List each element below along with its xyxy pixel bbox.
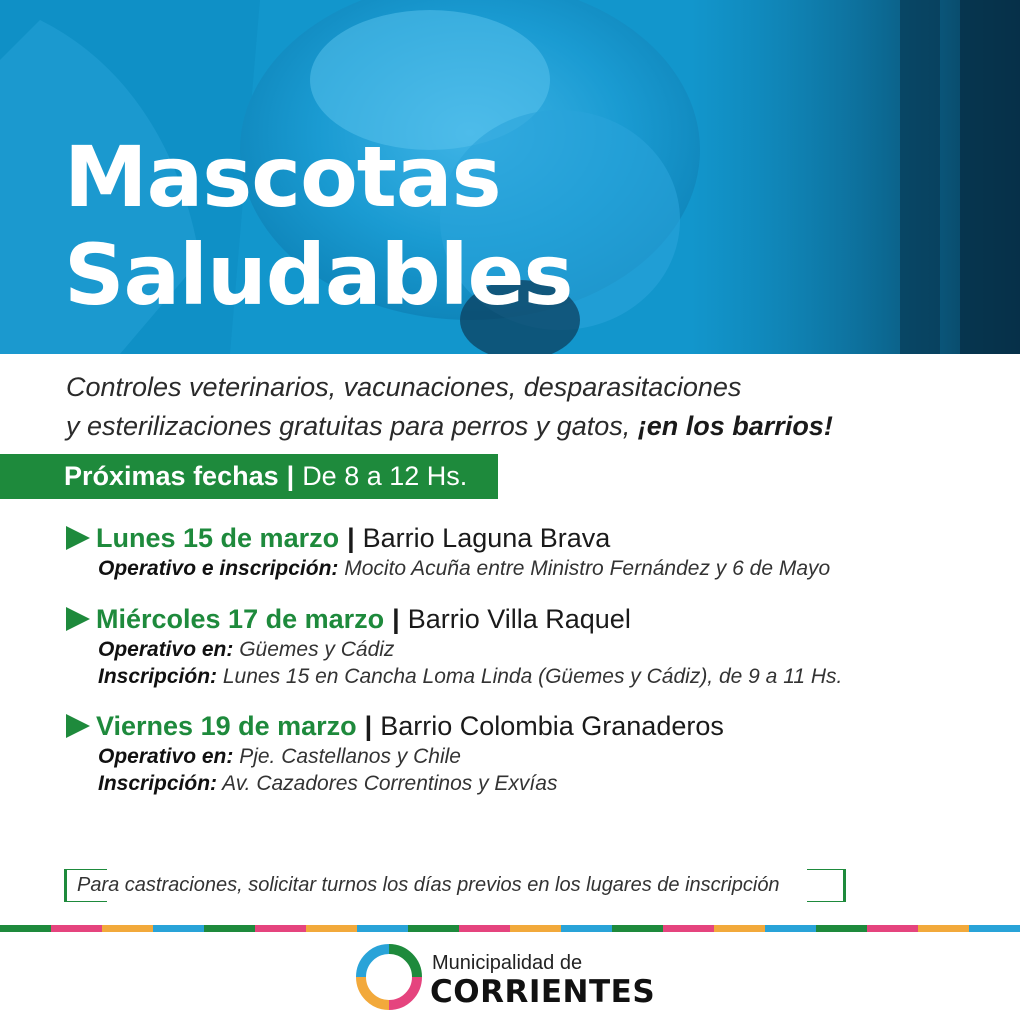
event-detail: [98, 743, 966, 770]
intro-line-2: [66, 407, 996, 446]
intro-line-1: Controles veterinarios, vacunaciones, desparasitaciones: [66, 372, 742, 402]
detail-label: Operativo en:: [98, 745, 234, 768]
stripe-segment: [561, 925, 612, 932]
event-detail: [98, 636, 966, 663]
detail-value: Lunes 15 en Cancha Loma Linda (Güemes y Cádiz), de 9 a 11 Hs.: [217, 665, 843, 688]
detail-label: Operativo en:: [98, 638, 234, 661]
event-item: [66, 709, 966, 797]
stripe-segment: [816, 925, 867, 932]
event-separator: |: [392, 604, 400, 634]
event-day: Viernes 19 de marzo: [96, 711, 357, 741]
stripe-segment: [612, 925, 663, 932]
detail-label: Operativo e inscripción:: [98, 557, 339, 580]
stripe-segment: [153, 925, 204, 932]
detail-value: Güemes y Cádiz: [233, 638, 395, 661]
play-arrow-icon: [66, 714, 90, 738]
event-detail: [98, 555, 966, 582]
stripe-segment: [765, 925, 816, 932]
event-place: Barrio Colombia Granaderos: [380, 711, 724, 741]
intro-line-2-text: y esterilizaciones gratuitas para perros y gatos,: [66, 411, 638, 441]
intro-highlight: ¡en los barrios!: [637, 411, 833, 441]
detail-value: Av. Cazadores Correntinos y Exvías: [217, 772, 558, 795]
stripe-segment: [714, 925, 765, 932]
stripe-segment: [867, 925, 918, 932]
stripe-segment: [918, 925, 969, 932]
dates-hours: De 8 a 12 Hs.: [302, 461, 468, 491]
stripe-segment: [255, 925, 306, 932]
event-head: [66, 602, 966, 636]
stripe-segment: [663, 925, 714, 932]
event-day: Lunes 15 de marzo: [96, 523, 340, 553]
stripe-segment: [510, 925, 561, 932]
stripe-segment: [357, 925, 408, 932]
note-text: Para castraciones, solicitar turnos los días previos en los lugares de inscripción: [77, 874, 780, 896]
castration-note: [64, 869, 846, 902]
event-place: Barrio Villa Raquel: [407, 604, 631, 634]
event-place: Barrio Laguna Brava: [362, 523, 611, 553]
event-item: [66, 602, 966, 690]
stripe-segment: [969, 925, 1020, 932]
event-head: [66, 521, 966, 555]
title-line-2: Saludables: [64, 226, 573, 324]
detail-value: Mocito Acuña entre Ministro Fernández y 6 de Mayo: [338, 557, 831, 580]
event-separator: |: [347, 523, 355, 553]
logo-line-1: Municipalidad de: [432, 952, 583, 974]
detail-label: Inscripción:: [98, 665, 218, 688]
page-title: [64, 128, 572, 324]
dates-separator: |: [286, 461, 295, 491]
hero-banner: [0, 0, 1020, 354]
title-line-1: Mascotas: [64, 128, 501, 226]
event-detail: [98, 770, 966, 797]
stripe-segment: [459, 925, 510, 932]
event-separator: |: [364, 711, 373, 741]
event-day: Miércoles 17 de marzo: [96, 604, 385, 634]
dates-label: Próximas fechas: [64, 461, 279, 491]
event-item: [66, 521, 966, 582]
dates-bar: [0, 454, 498, 499]
municipality-logo: [356, 944, 676, 1014]
stripe-segment: [0, 925, 51, 932]
play-arrow-icon: [66, 526, 90, 550]
color-stripe: [0, 925, 1020, 932]
detail-label: Inscripción:: [98, 772, 218, 795]
corrientes-logo-icon: [356, 944, 422, 1010]
intro-text: [66, 368, 996, 446]
stripe-segment: [102, 925, 153, 932]
stripe-segment: [204, 925, 255, 932]
stripe-segment: [306, 925, 357, 932]
detail-value: Pje. Castellanos y Chile: [233, 745, 461, 768]
stripe-segment: [408, 925, 459, 932]
event-head: [66, 709, 966, 743]
stripe-segment: [51, 925, 102, 932]
logo-line-2: CORRIENTES: [430, 974, 656, 1010]
event-detail: [98, 663, 966, 690]
play-arrow-icon: [66, 607, 90, 631]
